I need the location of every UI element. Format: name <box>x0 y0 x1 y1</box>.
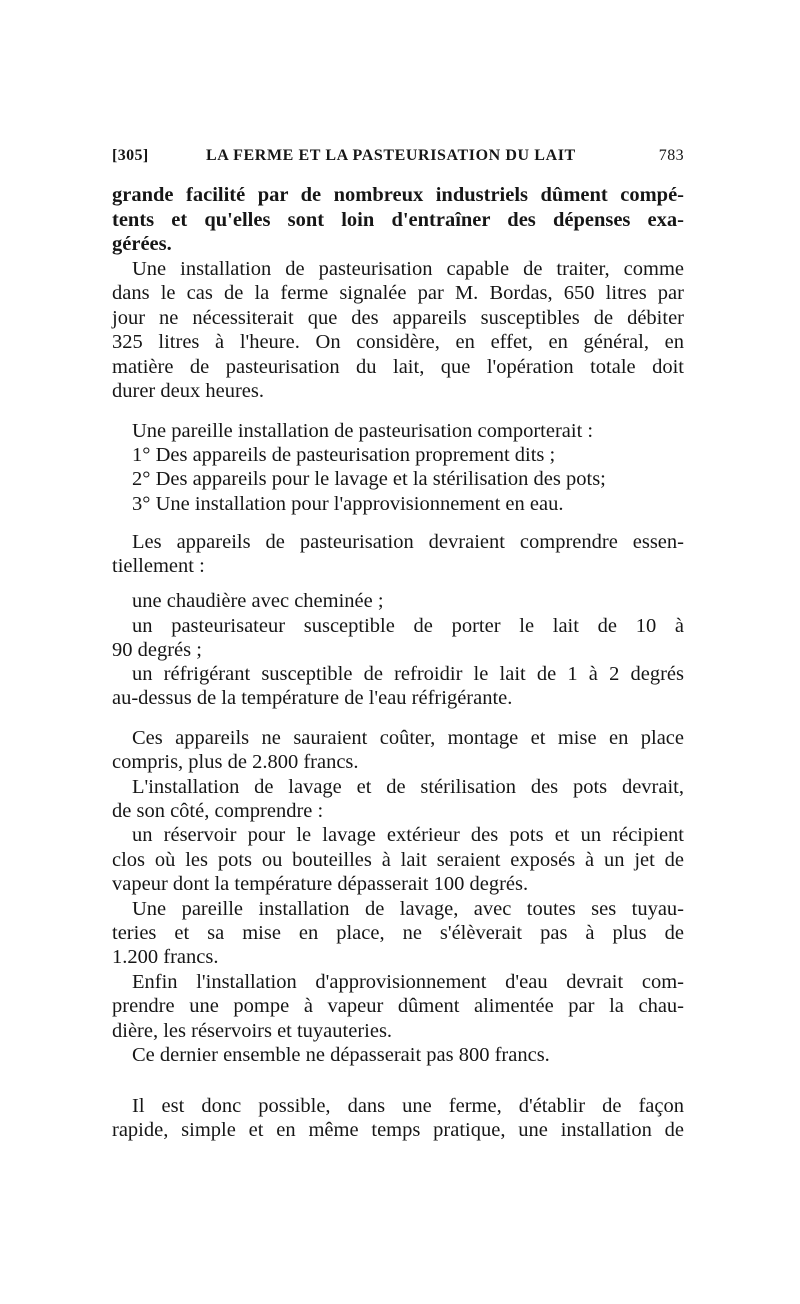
list-item: 2° Des appareils pour le lavage et la stérilisation des pots; <box>132 468 606 490</box>
text-line: Ces appareils ne sauraient coûter, montage et mise en place <box>132 727 684 749</box>
text-line: clos où les pots ou bouteilles à lait seraient exposés à un jet de <box>112 849 684 871</box>
text-line: dans le cas de la ferme signalée par M. Bordas, 650 litres par <box>112 282 684 304</box>
text-line: 90 degrés ; <box>112 639 202 661</box>
text-line: L'installation de lavage et de stérilisation des pots devrait, <box>132 776 684 798</box>
text-line: au-dessus de la température de l'eau réfrigérante. <box>112 687 513 709</box>
text-line: gérées. <box>112 233 172 255</box>
text-line: Les appareils de pasteurisation devraient comprendre essen- <box>132 531 684 553</box>
text-line: grande facilité par de nombreux industriels dûment compé- <box>112 184 684 206</box>
text-line: matière de pasteurisation du lait, que l'opération totale doit <box>112 356 684 378</box>
text-line: Une installation de pasteurisation capable de traiter, comme <box>132 258 684 280</box>
text-line: 1.200 francs. <box>112 946 219 968</box>
running-header <box>112 147 684 169</box>
list-item: 3° Une installation pour l'approvisionnement en eau. <box>132 493 564 515</box>
text-line: Une pareille installation de lavage, avec toutes ses tuyau- <box>132 898 684 920</box>
text-line: durer deux heures. <box>112 380 264 402</box>
text-line: jour ne nécessiterait que des appareils susceptibles de débiter <box>112 307 684 329</box>
text-line: un réservoir pour le lavage extérieur des pots et un récipient <box>132 824 684 846</box>
list-item: une chaudière avec cheminée ; <box>132 590 384 612</box>
text-line: Il est donc possible, dans une ferme, d'établir de façon <box>132 1095 684 1117</box>
text-line: Enfin l'installation d'approvisionnement d'eau devrait com- <box>132 971 684 993</box>
text-line: dière, les réservoirs et tuyauteries. <box>112 1020 393 1042</box>
page-number: 783 <box>658 147 684 164</box>
list-item: 1° Des appareils de pasteurisation proprement dits ; <box>132 444 556 466</box>
text-line: Ce dernier ensemble ne dépasserait pas 800 francs. <box>132 1044 550 1066</box>
text-line: rapide, simple et en même temps pratique, une installation de <box>112 1119 684 1141</box>
text-line: compris, plus de 2.800 francs. <box>112 751 359 773</box>
text-line: Une pareille installation de pasteurisation comporterait : <box>132 420 594 442</box>
running-title: LA FERME ET LA PASTEURISATION DU LAIT <box>206 147 576 164</box>
text-line: teries et sa mise en place, ne s'élèverait pas à plus de <box>112 922 684 944</box>
page-reference: [305] <box>112 147 149 164</box>
list-item: un pasteurisateur susceptible de porter le lait de 10 à <box>132 615 684 637</box>
text-line: tents et qu'elles sont loin d'entraîner des dépenses exa- <box>112 209 684 231</box>
text-line: de son côté, comprendre : <box>112 800 324 822</box>
text-line: prendre une pompe à vapeur dûment alimentée par la chau- <box>112 995 684 1017</box>
text-line: vapeur dont la température dépasserait 100 degrés. <box>112 873 529 895</box>
text-line: tiellement : <box>112 555 205 577</box>
list-item: un réfrigérant susceptible de refroidir le lait de 1 à 2 degrés <box>132 663 684 685</box>
text-line: 325 litres à l'heure. On considère, en effet, en général, en <box>112 331 684 353</box>
